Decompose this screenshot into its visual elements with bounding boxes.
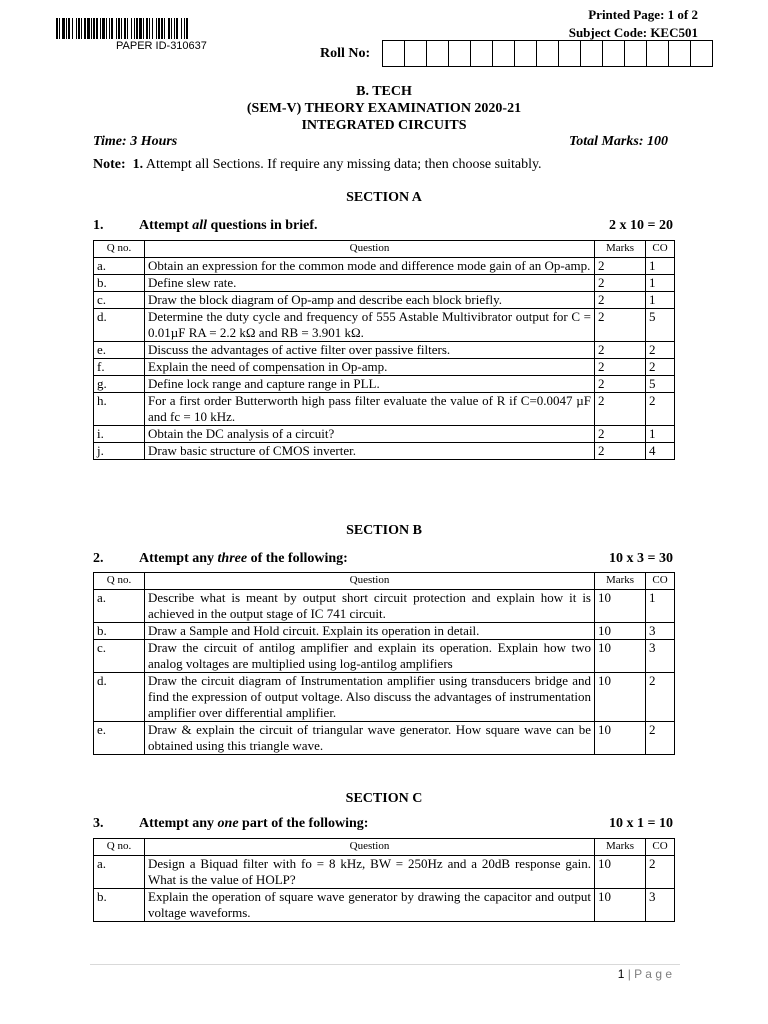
question-number: d. <box>94 309 145 342</box>
question-number: e. <box>94 342 145 359</box>
time-allowed: Time: 3 Hours <box>93 134 178 149</box>
table-row <box>94 393 675 426</box>
question-co: 2 <box>646 722 675 755</box>
header-question: Question <box>145 241 595 258</box>
subject-title: INTEGRATED CIRCUITS <box>301 118 467 133</box>
table-row <box>94 258 675 275</box>
question-co: 3 <box>646 889 675 922</box>
header-qno: Q no. <box>94 573 145 590</box>
header-qno: Q no. <box>94 839 145 856</box>
question-co: 1 <box>646 590 675 623</box>
question-number: b. <box>94 623 145 640</box>
question-marks: 2 <box>595 359 646 376</box>
question-number: g. <box>94 376 145 393</box>
footer-divider <box>90 964 680 965</box>
question-marks: 2 <box>595 258 646 275</box>
question-marks: 10 <box>595 640 646 673</box>
question-co: 1 <box>646 258 675 275</box>
question-number: a. <box>94 258 145 275</box>
question-co: 2 <box>646 359 675 376</box>
question-text: Draw the block diagram of Op-amp and describe each block briefly. <box>145 292 595 309</box>
question-number: b. <box>94 889 145 922</box>
header-question: Question <box>145 573 595 590</box>
question-number: d. <box>94 673 145 722</box>
exam-title: (SEM-V) THEORY EXAMINATION 2020-21 <box>246 101 522 116</box>
total-marks: Total Marks: 100 <box>568 134 668 149</box>
table-row <box>94 292 675 309</box>
note: Note: 1. Attempt all Sections. If require any missing data; then choose suitably. <box>93 157 542 172</box>
section-b-table <box>93 572 675 755</box>
header-co: CO <box>646 241 675 258</box>
question-co: 5 <box>646 376 675 393</box>
question-number: b. <box>94 275 145 292</box>
degree-title: B. TECH <box>356 84 412 99</box>
question-co: 3 <box>646 640 675 673</box>
roll-number-boxes[interactable] <box>382 40 713 67</box>
printed-info <box>569 6 698 42</box>
table-row <box>94 309 675 342</box>
question-marks: 2 <box>595 309 646 342</box>
question-marks: 2 <box>595 275 646 292</box>
table-header-row <box>94 839 675 856</box>
question-text: Discuss the advantages of active filter over passive filters. <box>145 342 595 359</box>
question-marks: 10 <box>595 856 646 889</box>
table-row <box>94 640 675 673</box>
question-number: i. <box>94 426 145 443</box>
question-text: Obtain the DC analysis of a circuit? <box>145 426 595 443</box>
table-row <box>94 426 675 443</box>
question-marks: 2 <box>595 376 646 393</box>
section-a-instruction: 1. Attempt all questions in brief. 2 x 10 = 20 <box>93 218 673 233</box>
question-number: c. <box>94 640 145 673</box>
question-text: Explain the need of compensation in Op-amp. <box>145 359 595 376</box>
section-b-heading: SECTION B <box>346 523 422 538</box>
page-footer <box>618 967 672 981</box>
question-marks: 2 <box>595 426 646 443</box>
question-co: 4 <box>646 443 675 460</box>
header-marks: Marks <box>595 573 646 590</box>
question-number: h. <box>94 393 145 426</box>
table-header-row <box>94 573 675 590</box>
question-text: Design a Biquad filter with fo = 8 kHz, BW = 250Hz and a 20dB response gain. What is the value of HOLP? <box>145 856 595 889</box>
table-row <box>94 856 675 889</box>
question-marks: 10 <box>595 590 646 623</box>
question-marks: 2 <box>595 393 646 426</box>
table-row <box>94 673 675 722</box>
question-number: j. <box>94 443 145 460</box>
paper-id: PAPER ID-310637 <box>116 40 207 52</box>
table-row <box>94 722 675 755</box>
subject-code: Subject Code: KEC501 <box>568 25 698 40</box>
question-text: Obtain an expression for the common mode and difference mode gain of an Op-amp. <box>145 258 595 275</box>
question-number: c. <box>94 292 145 309</box>
question-marks: 10 <box>595 889 646 922</box>
roll-label: Roll No: <box>320 45 371 61</box>
question-text: Describe what is meant by output short circuit protection and explain how it is achieved in the output stage of IC 741 circuit. <box>145 590 595 623</box>
page-number: 1 <box>617 967 625 981</box>
question-text: Draw the circuit diagram of Instrumentation amplifier using transducers bridge and find the expression of output voltage. Also discuss the advantages of instrumentation amplifier over differential amplifier. <box>145 673 595 722</box>
question-text: Draw basic structure of CMOS inverter. <box>145 443 595 460</box>
question-text: For a first order Butterworth high pass filter evaluate the value of R if C=0.0047 µF and fc = 10 kHz. <box>145 393 595 426</box>
question-text: Explain the operation of square wave generator by drawing the capacitor and output voltage waveforms. <box>145 889 595 922</box>
roll-number-area <box>320 40 713 67</box>
section-c-heading: SECTION C <box>345 791 423 806</box>
header-co: CO <box>646 839 675 856</box>
printed-page: Printed Page: 1 of 2 <box>588 7 698 22</box>
question-text: Draw & explain the circuit of triangular wave generator. How square wave can be obtained using this triangle wave. <box>145 722 595 755</box>
question-marks: 2 <box>595 292 646 309</box>
question-co: 3 <box>646 623 675 640</box>
table-row <box>94 590 675 623</box>
table-row <box>94 889 675 922</box>
page-label: | P a g e <box>627 967 672 981</box>
section-c-instruction: 3. Attempt any one part of the following: 10 x 1 = 10 <box>93 816 673 831</box>
time-marks-row <box>93 134 668 150</box>
table-header-row <box>94 241 675 258</box>
section-a-table <box>93 240 675 460</box>
section-a-heading: SECTION A <box>346 190 422 205</box>
question-text: Draw the circuit of antilog amplifier and explain its operation. Explain how two analog voltages are multiplied using log-antilog amplifiers <box>145 640 595 673</box>
question-co: 1 <box>646 292 675 309</box>
table-row <box>94 376 675 393</box>
table-row <box>94 275 675 292</box>
table-row <box>94 342 675 359</box>
header-co: CO <box>646 573 675 590</box>
table-row <box>94 443 675 460</box>
question-text: Define lock range and capture range in PLL. <box>145 376 595 393</box>
question-co: 2 <box>646 673 675 722</box>
question-number: f. <box>94 359 145 376</box>
header-marks: Marks <box>595 241 646 258</box>
question-marks: 2 <box>595 342 646 359</box>
question-number: a. <box>94 856 145 889</box>
question-text: Determine the duty cycle and frequency of 555 Astable Multivibrator output for C = 0.01µF RA = 2.2 kΩ and RB = 3.901 kΩ. <box>145 309 595 342</box>
question-co: 2 <box>646 856 675 889</box>
question-number: a. <box>94 590 145 623</box>
question-number: e. <box>94 722 145 755</box>
section-c-table <box>93 838 675 922</box>
table-row <box>94 623 675 640</box>
section-b-instruction: 2. Attempt any three of the following: 10 x 3 = 30 <box>93 551 673 566</box>
header-marks: Marks <box>595 839 646 856</box>
barcode <box>56 18 282 39</box>
question-text: Draw a Sample and Hold circuit. Explain its operation in detail. <box>145 623 595 640</box>
question-co: 1 <box>646 426 675 443</box>
header-question: Question <box>145 839 595 856</box>
question-marks: 10 <box>595 673 646 722</box>
question-co: 2 <box>646 393 675 426</box>
question-marks: 2 <box>595 443 646 460</box>
table-row <box>94 359 675 376</box>
question-marks: 10 <box>595 722 646 755</box>
question-text: Define slew rate. <box>145 275 595 292</box>
question-co: 1 <box>646 275 675 292</box>
barcode-bar <box>188 18 189 39</box>
question-co: 2 <box>646 342 675 359</box>
header-qno: Q no. <box>94 241 145 258</box>
question-marks: 10 <box>595 623 646 640</box>
question-co: 5 <box>646 309 675 342</box>
